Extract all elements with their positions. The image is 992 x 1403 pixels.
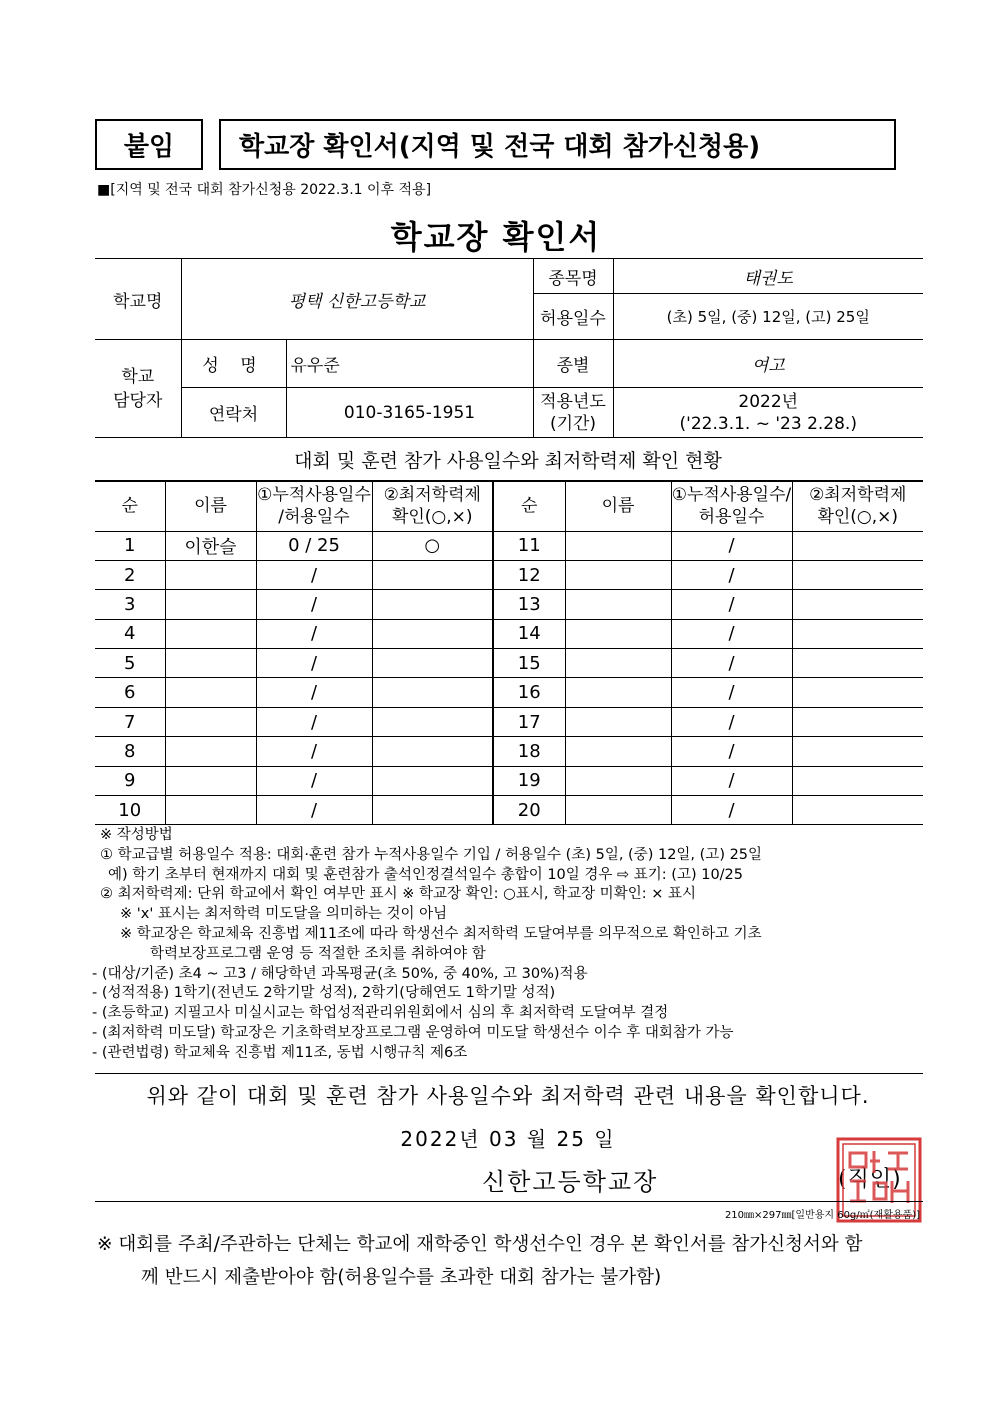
row-name: 이한슬 (165, 531, 256, 560)
row-no-right: 16 (493, 678, 565, 707)
header-min-line2: 확인(○,×) (391, 507, 473, 528)
row-days-right: / (671, 678, 792, 707)
instruction-line-3: ② 최저학력제: 단위 학교에서 확인 여부만 표시 ※ 학교장 확인: ○표시, 학교장 미확인: × 표시 (100, 886, 696, 903)
row-name (165, 678, 256, 707)
person-name-label: 성 명 (181, 340, 286, 388)
table-row (95, 619, 923, 648)
header-days-right (671, 481, 792, 531)
row-name (165, 766, 256, 795)
row-no-right: 13 (493, 590, 565, 619)
row-no: 6 (95, 678, 165, 707)
table-row (95, 678, 923, 707)
seal-mark: (직인) (838, 1167, 902, 1192)
row-days-right: / (671, 796, 792, 825)
row-name (165, 707, 256, 736)
header-min-line1: ②최저학력제 (383, 485, 481, 506)
row-check (372, 649, 493, 678)
row-no-right: 12 (493, 560, 565, 589)
row-name-right (565, 707, 671, 736)
row-check-right (792, 649, 923, 678)
row-days: 0 / 25 (256, 531, 372, 560)
row-check-right (792, 737, 923, 766)
table-row (95, 737, 923, 766)
header-days-line1: ①누적사용일수 (257, 485, 371, 506)
school-name-label: 학교명 (95, 259, 181, 340)
header-no: 순 (95, 481, 165, 531)
footer-line-2: 께 반드시 제출받아야 함(허용일수를 초과한 대회 참가는 불가함) (141, 1267, 662, 1288)
school-info-table (95, 258, 923, 438)
status-table (95, 480, 923, 825)
principal-name: 신한고등학교장 (482, 1168, 659, 1196)
row-no-right: 14 (493, 619, 565, 648)
instruction-line-1: ① 학교급별 허용일수 적용: 대회·훈련 참가 누적사용일수 기입 / 허용일수 (초) 5일, (중) 12일, (고) 25일 (100, 846, 763, 863)
row-no-right: 17 (493, 707, 565, 736)
footer-notice (97, 1228, 863, 1294)
row-check (372, 590, 493, 619)
allowed-days-value: (초) 5일, (중) 12일, (고) 25일 (613, 294, 923, 340)
row-days: / (256, 766, 372, 795)
row-name-right (565, 619, 671, 648)
row-days-right: / (671, 590, 792, 619)
row-days: / (256, 707, 372, 736)
header-name-right: 이름 (565, 481, 671, 531)
footer-line-1: ※ 대회를 주최/주관하는 단체는 학교에 재학중인 학생선수인 경우 본 확인서를 참가신청서와 함 (97, 1234, 863, 1255)
row-name-right (565, 766, 671, 795)
instruction-line-11: - (관련법령) 학교체육 진흥법 제11조, 동법 시행규칙 제6조 (92, 1044, 468, 1061)
instruction-line-5: ※ 학교장은 학교체육 진흥법 제11조에 따라 학생선수 최저학력 도달여부를 의무적으로 확인하고 기초 (120, 925, 762, 942)
category-label: 종별 (533, 340, 613, 388)
row-check: ○ (372, 531, 493, 560)
header-min-academic-right (792, 481, 923, 531)
row-no: 10 (95, 796, 165, 825)
year-value-line1: 2022년 (738, 391, 799, 412)
row-check (372, 678, 493, 707)
row-no: 2 (95, 560, 165, 589)
row-no: 5 (95, 649, 165, 678)
contact-person-label (95, 340, 181, 438)
row-check-right (792, 707, 923, 736)
row-check (372, 707, 493, 736)
year-label (533, 388, 613, 438)
row-days: / (256, 737, 372, 766)
instruction-line-4: ※ 'x' 표시는 최저학력 미도달을 의미하는 것이 아님 (120, 906, 448, 923)
instructions (92, 826, 763, 1064)
year-value-line2: ('22.3.1. ~ '23 2.28.) (679, 413, 857, 434)
row-no-right: 20 (493, 796, 565, 825)
header-min-right-line1: ②최저학력제 (809, 485, 907, 506)
row-no-right: 11 (493, 531, 565, 560)
row-name-right (565, 678, 671, 707)
year-label-line2: (기간) (549, 413, 597, 434)
contact-person-label-line1: 학교 (121, 366, 155, 387)
row-check (372, 619, 493, 648)
row-days: / (256, 678, 372, 707)
header-days-line2: /허용일수 (278, 507, 350, 528)
contact-person-label-line2: 담당자 (113, 390, 163, 411)
table-row (95, 796, 923, 825)
row-days-right: / (671, 619, 792, 648)
instruction-line-6: 학력보장프로그램 운영 등 적절한 조치를 취하여야 함 (150, 945, 486, 962)
row-no: 7 (95, 707, 165, 736)
row-name (165, 560, 256, 589)
row-name-right (565, 531, 671, 560)
header-no-right: 순 (493, 481, 565, 531)
row-days-right: / (671, 737, 792, 766)
document-heading: 학교장 확인서(지역 및 전국 대회 참가신청용) (239, 132, 761, 162)
table-row (95, 707, 923, 736)
row-name-right (565, 649, 671, 678)
header-name: 이름 (165, 481, 256, 531)
row-no: 4 (95, 619, 165, 648)
row-check-right (792, 619, 923, 648)
header-days-right-line2: 허용일수 (698, 507, 765, 528)
instruction-line-7: - (대상/기준) 초4 ~ 고3 / 해당학년 과목평균(초 50%, 중 40%, 고 30%)적용 (92, 965, 588, 982)
phone-label: 연락처 (181, 388, 286, 438)
row-days: / (256, 649, 372, 678)
row-check (372, 796, 493, 825)
row-name-right (565, 796, 671, 825)
row-check (372, 766, 493, 795)
year-label-line1: 적용년도 (540, 391, 606, 412)
confirmation-text: 위와 같이 대회 및 훈련 참가 사용일수와 최저학력 관련 내용을 확인합니다. (146, 1084, 870, 1108)
person-name-value: 유우준 (286, 340, 533, 388)
year-value (613, 388, 923, 438)
row-check-right (792, 590, 923, 619)
row-no: 9 (95, 766, 165, 795)
category-value: 여고 (613, 340, 923, 388)
table-row (95, 766, 923, 795)
row-days: / (256, 560, 372, 589)
paper-spec: 210㎜×297㎜[일반용지 60g/㎡(재활용품)] (724, 1210, 920, 1221)
row-name (165, 649, 256, 678)
row-check-right (792, 766, 923, 795)
table-row (95, 590, 923, 619)
signature-underline (95, 1201, 923, 1202)
row-days-right: / (671, 766, 792, 795)
table-row (95, 531, 923, 560)
status-section-title: 대회 및 훈련 참가 사용일수와 최저학력제 확인 현황 (294, 450, 722, 472)
instructions-heading: ※ 작성방법 (100, 827, 173, 843)
row-check (372, 737, 493, 766)
header-min-right-line2: 확인(○,×) (817, 507, 899, 528)
header-min-academic (372, 481, 493, 531)
row-no-right: 18 (493, 737, 565, 766)
event-value: 태권도 (613, 259, 923, 294)
row-check (372, 560, 493, 589)
row-name (165, 796, 256, 825)
row-no-right: 15 (493, 649, 565, 678)
instruction-line-2: 예) 학기 초부터 현재까지 대회 및 훈련참가 출석인정결석일수 총합이 10일 경우 ⇨ 표기: (고) 10/25 (108, 866, 744, 883)
applicability-note: ■[지역 및 전국 대회 참가신청용 2022.3.1 이후 적용] (97, 182, 432, 198)
row-check-right (792, 531, 923, 560)
table-row (95, 649, 923, 678)
instruction-line-8: - (성적적용) 1학기(전년도 2학기말 성적), 2학기(당해연도 1학기말 성적) (92, 985, 556, 1002)
row-days-right: / (671, 649, 792, 678)
row-no: 8 (95, 737, 165, 766)
attachment-tag (95, 119, 203, 170)
row-check-right (792, 560, 923, 589)
confirmation-date: 2022년 03 월 25 일 (400, 1127, 616, 1151)
row-no: 1 (95, 531, 165, 560)
row-days-right: / (671, 707, 792, 736)
row-no: 3 (95, 590, 165, 619)
row-days: / (256, 590, 372, 619)
event-label: 종목명 (533, 259, 613, 294)
row-check-right (792, 796, 923, 825)
row-name (165, 590, 256, 619)
table-row (95, 560, 923, 589)
row-days: / (256, 619, 372, 648)
row-name-right (565, 737, 671, 766)
row-days-right: / (671, 560, 792, 589)
attachment-tag-label: 붙임 (123, 132, 175, 162)
document-heading-box (219, 119, 896, 170)
row-days: / (256, 796, 372, 825)
row-name (165, 737, 256, 766)
header-days (256, 481, 372, 531)
row-days-right: / (671, 531, 792, 560)
row-no-right: 19 (493, 766, 565, 795)
header-days-right-line1: ①누적사용일수/ (671, 485, 792, 506)
school-name-value: 평택 신한고등학교 (181, 259, 533, 340)
phone-value: 010-3165-1951 (286, 388, 533, 438)
row-name (165, 619, 256, 648)
row-check-right (792, 678, 923, 707)
divider-line (95, 1073, 923, 1074)
allowed-days-label: 허용일수 (533, 294, 613, 340)
row-name-right (565, 590, 671, 619)
instruction-line-10: - (최저학력 미도달) 학교장은 기초학력보장프로그램 운영하여 미도달 학생선수 이수 후 대회참가 가능 (92, 1024, 734, 1041)
page-title: 학교장 확인서 (390, 218, 602, 256)
instruction-line-9: - (초등학교) 지필고사 미실시교는 학업성적관리위원회에서 심의 후 최저학력 도달여부 결정 (92, 1005, 669, 1022)
row-name-right (565, 560, 671, 589)
